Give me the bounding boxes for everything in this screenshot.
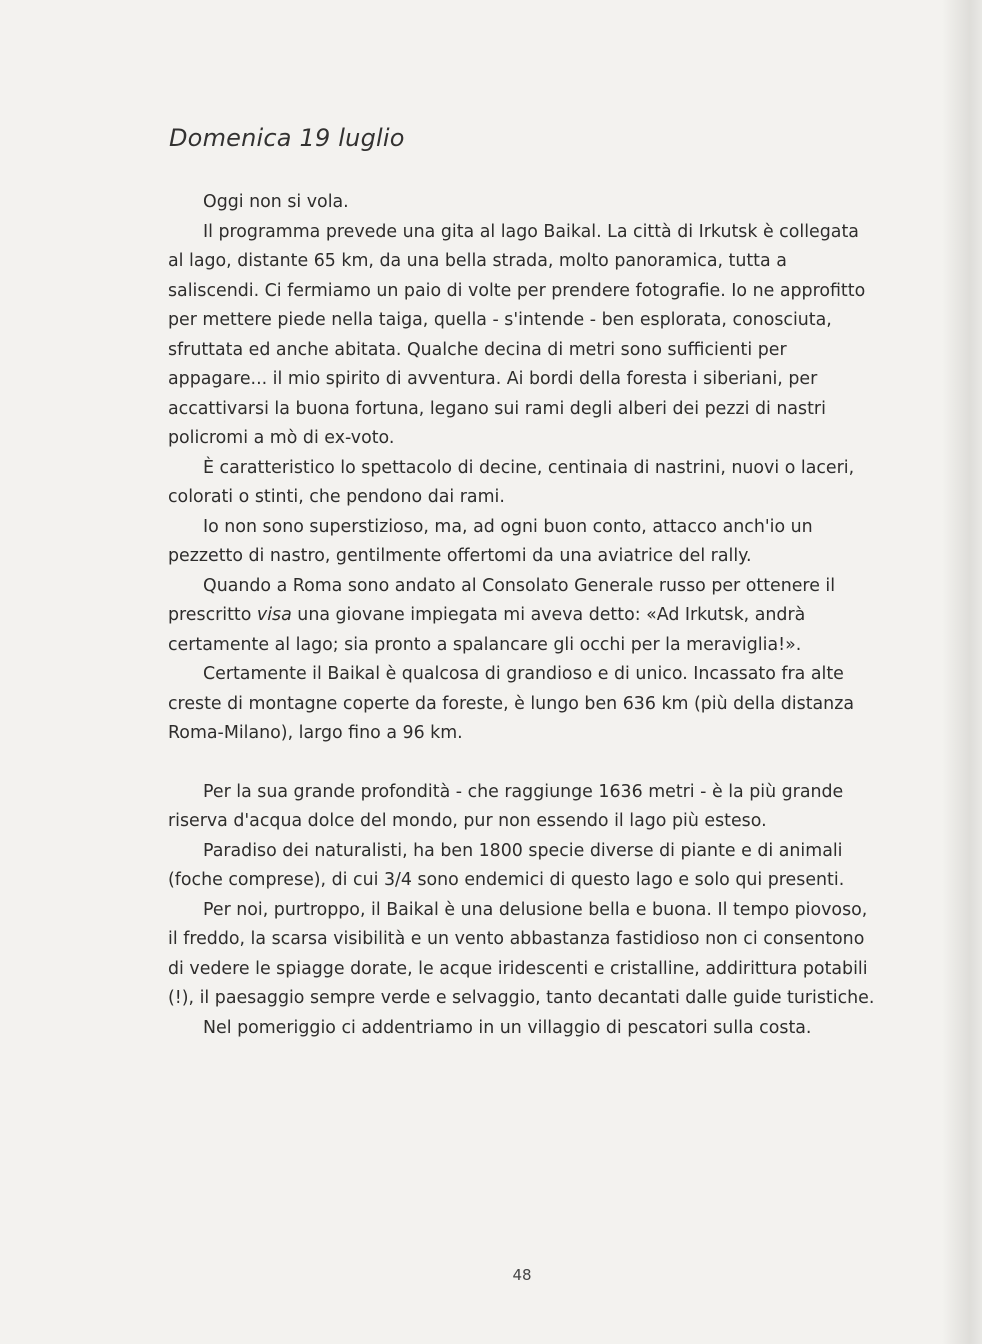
paragraph: Io non sono superstizioso, ma, ad ogni buon conto, attacco anch'io un pezzetto di nastro, gentilmente offertomi da una aviatrice del rally. [168, 516, 813, 566]
page-edge-shadow [942, 0, 982, 1344]
paragraph [168, 572, 878, 661]
page-number: 48 [512, 1266, 532, 1284]
paragraph: Per noi, purtroppo, il Baikal è una delusione bella e buona. Il tempo piovoso, il freddo, la scarsa visibilità e un vento abbastanza fastidioso non ci consentono di vedere le spiagge dorate, le acque iridescenti e cristalline, addirittura potabili (!), il paesaggio sempre verde e selvaggio, tanto decantati dalle guide turistiche. [168, 899, 875, 1008]
paragraph: Oggi non si vola. [203, 192, 349, 212]
paragraph: Per la sua grande profondità - che raggiunge 1636 metri - è la più grande riserva d'acqua dolce del mondo, pur non essendo il lago più esteso. [168, 781, 844, 831]
body-text [168, 188, 878, 1043]
paragraph: È caratteristico lo spettacolo di decine, centinaia di nastrini, nuovi o laceri, colorati o stinti, che pendono dai rami. [168, 457, 855, 507]
italic-word: visa [256, 605, 292, 625]
paragraph-text: una giovane impiegata mi aveva detto: «Ad Irkutsk, andrà certamente al lago; sia pronto a spalancare gli occhi per la meraviglia!». [168, 605, 806, 655]
paragraph: Il programma prevede una gita al lago Baikal. La città di Irkutsk è collegata al lago, distante 65 km, da una bella strada, molto panoramica, tutta a saliscendi. Ci fermiamo un paio di volte per prendere fotografie. Io ne approfitto per mettere piede nella taiga, quella - s'intende - ben esplorata, conosciuta, sfruttata ed anche abitata. Qualche decina di metri sono sufficienti per appagare... il mio spirito di avventura. Ai bordi della foresta i siberiani, per accattivarsi la buona fortuna, legano sui rami degli alberi dei pezzi di nastri policromi a mò di ex-voto. [168, 221, 866, 448]
paragraph: Certamente il Baikal è qualcosa di grandioso e di unico. Incassato fra alte creste di montagne coperte da foreste, è lungo ben 636 km (più della distanza Roma-Milano), largo fino a 96 km. [168, 664, 854, 743]
paragraph: Paradiso dei naturalisti, ha ben 1800 specie diverse di piante e di animali (foche comprese), di cui 3/4 sono endemici di questo lago e solo qui presenti. [168, 840, 845, 890]
chapter-heading: Domenica 19 luglio [169, 124, 405, 152]
paragraph-text: Quando a Roma sono andato al Consolato Generale russo per ottenere il prescritto [168, 575, 836, 625]
paragraph: Nel pomeriggio ci addentriamo in un villaggio di pescatori sulla costa. [203, 1017, 812, 1038]
